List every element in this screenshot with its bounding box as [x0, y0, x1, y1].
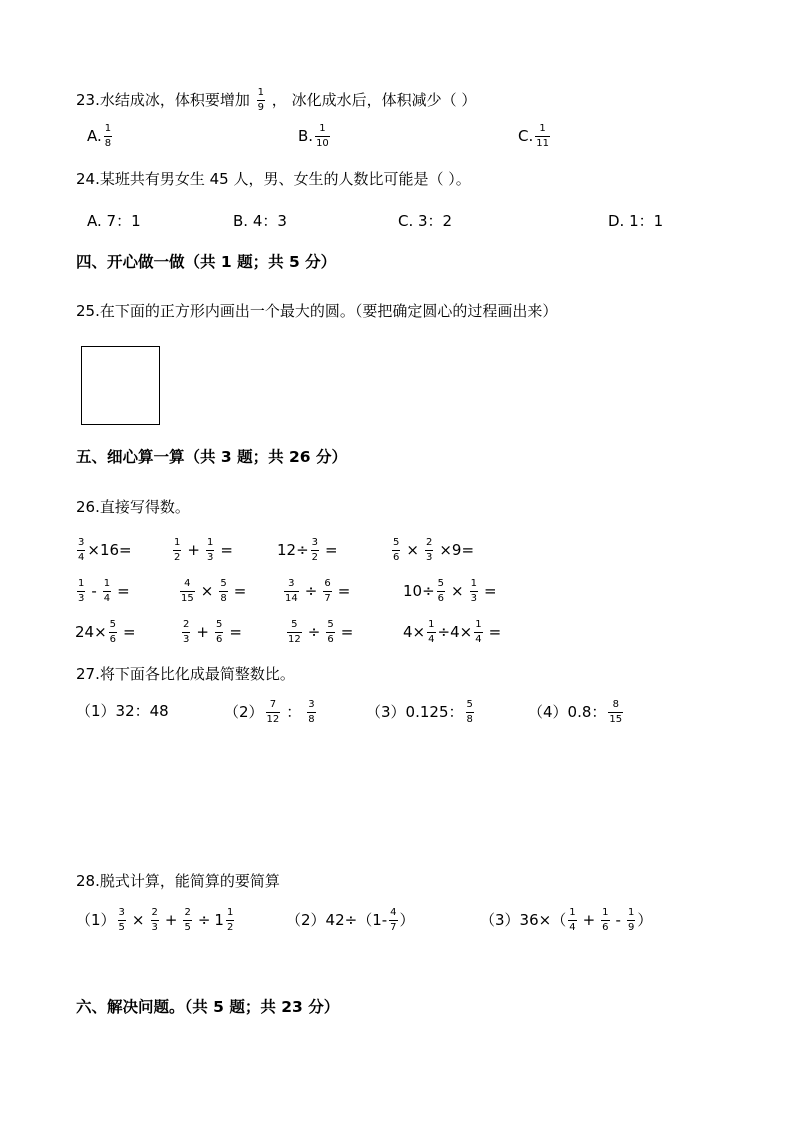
q28-part-3: （3）36×（ 1 4 + 1 6 - 1 9 ）	[480, 907, 653, 933]
q26-expr-2: 1 2 + 1 3 =	[174, 537, 233, 563]
q26-stem: 26.直接写得数。	[76, 498, 190, 516]
q26-expr-6: 4 15 × 5 8 =	[181, 578, 247, 604]
q24-option-a[interactable]: A. 7：1	[87, 212, 141, 230]
q24-option-b[interactable]: B. 4：3	[233, 212, 287, 230]
q23-option-b[interactable]: B. $\frac{1}{10}$	[298, 123, 329, 149]
section-4-title: 四、开心做一做（共 1 题；共 5 分）	[76, 253, 337, 271]
q27-stem: 27.将下面各比化成最简整数比。	[76, 665, 295, 683]
q26-expr-11: 5 12 ÷ 5 6 =	[288, 619, 354, 645]
q26-expr-3: 12÷ 3 2 =	[277, 537, 338, 563]
section-5-title: 五、细心算一算（共 3 题；共 26 分）	[76, 448, 347, 466]
q26-expr-4: 5 6 × 2 3 ×9=	[393, 537, 475, 563]
q26-expr-9: 24× 5 6 =	[75, 619, 136, 645]
q26-expr-12: 4× 1 4 ÷4× 1 4 =	[403, 619, 502, 645]
q26-expr-7: 3 14 ÷ 6 7 =	[285, 578, 351, 604]
section-6-title: 六、解决问题。（共 5 题；共 23 分）	[76, 998, 340, 1016]
q26-expr-8: 10÷ 5 6 × 1 3 =	[403, 578, 497, 604]
q24-option-c[interactable]: C. 3：2	[398, 212, 453, 230]
q23-option-c[interactable]: C. $\frac{1}{11}$	[518, 123, 549, 149]
fraction: $\frac{1}{9}$	[257, 87, 265, 113]
q26-expr-10: 2 3 + 5 6 =	[183, 619, 242, 645]
drawing-square[interactable]	[81, 346, 160, 425]
q25-stem: 25.在下面的正方形内画出一个最大的圆。（要把确定圆心的过程画出来）	[76, 302, 558, 320]
q28-part-1: （1） 3 5 × 2 3 + 2 5 ÷ 1 1 2	[76, 907, 234, 933]
q26-expr-1: 3 4 ×16=	[78, 537, 132, 563]
q27-part-3: （3）0.125： 5 8	[366, 699, 473, 725]
q24-option-d[interactable]: D. 1：1	[608, 212, 664, 230]
q23-stem: 23.水结成冰，体积要增加 $\frac{1}{9}$ ， 冰化成水后，体积减少（ ）	[76, 87, 477, 113]
q27-part-2: （2） 7 12 ： 3 8	[224, 699, 315, 725]
q24-stem: 24.某班共有男女生 45 人，男、女生的人数比可能是（ ）。	[76, 170, 471, 188]
q28-stem: 28.脱式计算，能简算的要简算	[76, 872, 280, 890]
q28-part-2: （2）42÷（1- 4 7 ）	[286, 907, 415, 933]
q23-option-a[interactable]: A. $\frac{1}{8}$	[87, 123, 112, 149]
q27-part-1: （1）32：48	[76, 702, 169, 720]
q26-expr-5: 1 3 - 1 4 =	[78, 578, 130, 604]
q27-part-4: （4）0.8： 8 15	[528, 699, 623, 725]
